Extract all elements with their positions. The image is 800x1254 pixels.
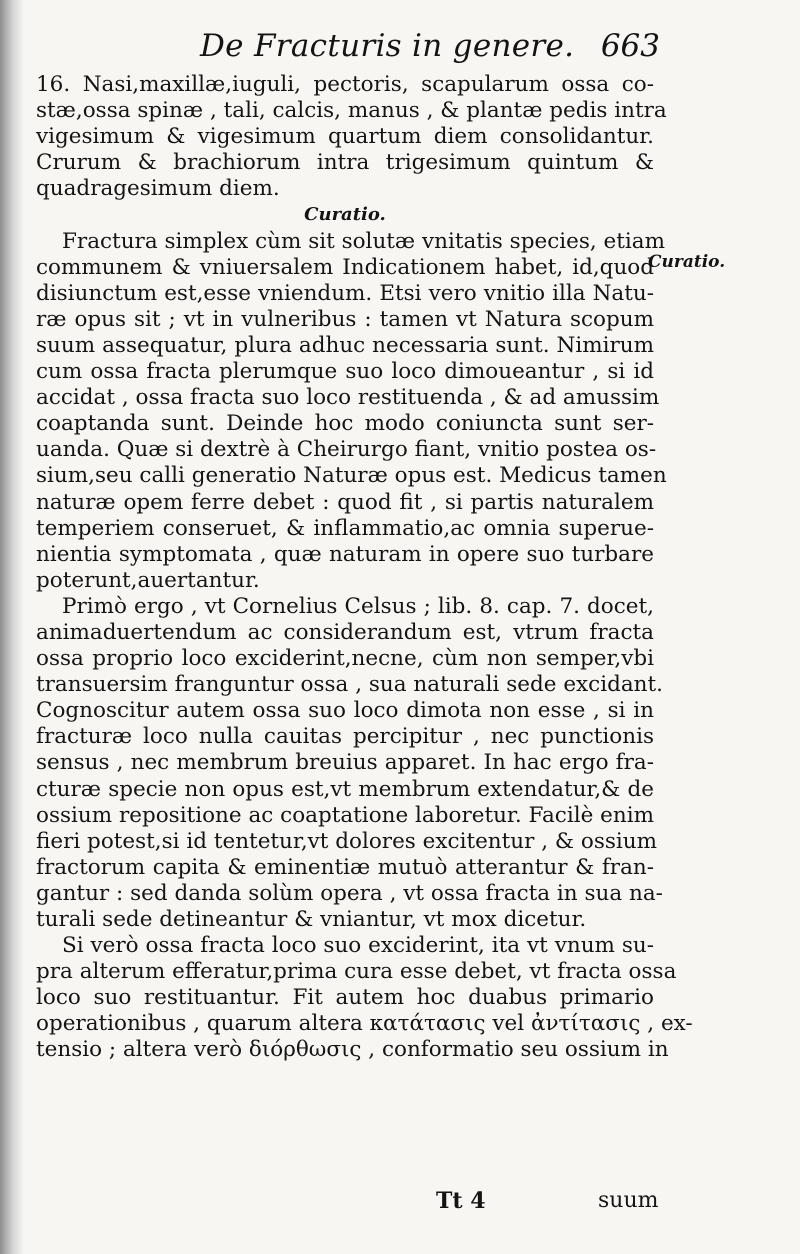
text-line: poterunt,auertantur. (36, 567, 260, 593)
page-header (200, 28, 660, 68)
text-line: turali sede detineantur & vniantur, vt mox dicetur. (36, 907, 587, 932)
page-number: 663 (600, 28, 660, 64)
section-subheading: Curatio. (304, 204, 386, 226)
text-line: ossa proprio loco exciderint,necne, cùm non semper,vbi (36, 646, 654, 672)
text-line: uanda. Quæ si dextrè à Cheirurgo fiant, vnitio postea os- (36, 437, 657, 463)
text-line: cum ossa fracta plerumque suo loco dimoueantur , si id (36, 359, 654, 385)
running-head: De Fracturis in genere. (200, 28, 575, 64)
text-line: disiunctum est,esse vniendum. Etsi vero vnitio illa Natu- (36, 280, 654, 306)
text-line: Crurum & brachiorum intra trigesimum quintum & (36, 150, 654, 176)
text-line: fieri potest,si id tentetur,vt dolores excitentur , & ossium (36, 828, 658, 854)
text-line: cturæ specie non opus est,vt membrum extendatur,& de (36, 776, 654, 802)
page-gutter-shadow (0, 0, 24, 1254)
marginal-note: Curatio. (648, 252, 726, 272)
text-line: nientia symptomata , quæ naturam in opere suo turbare (36, 541, 654, 567)
text-line: stæ,ossa spinæ , tali, calcis, manus , & plantæ pedis intra (36, 98, 667, 124)
text-line: sium,seu calli generatio Naturæ opus est. Medicus tamen (36, 463, 667, 489)
text-line: temperiem conseruet, & inflammatio,ac omnia superue- (36, 515, 654, 541)
text-line: quadragesimum diem. (36, 176, 280, 202)
text-body (36, 72, 693, 1064)
text-line: loco suo restituantur. Fit autem hoc duabus primario (36, 985, 654, 1011)
text-line: coaptanda sunt. Deinde hoc modo coniuncta sunt ser- (36, 411, 654, 437)
text-line: naturæ opem ferre debet : quod fit , si partis naturalem (36, 489, 654, 515)
text-line: sensus , nec membrum breuius apparet. In hac ergo fra- (36, 750, 654, 776)
text-line: vigesimum & vigesimum quartum diem consolidantur. (36, 124, 654, 150)
text-line: gantur : sed danda solùm opera , vt ossa fracta in sua na- (36, 880, 663, 906)
text-line: fracturæ loco nulla cauitas percipitur , nec punctionis (36, 724, 654, 750)
page-footer (0, 1188, 800, 1228)
text-line: Cognoscitur autem ossa suo loco dimota non esse , si in (36, 698, 654, 724)
text-line: fractorum capita & eminentiæ mutuò atterantur & fran- (36, 854, 654, 880)
text-line: pra alterum efferatur,prima cura esse debet, vt fracta ossa (36, 959, 677, 985)
text-line: Primò ergo , vt Cornelius Celsus ; lib. 8. cap. 7. docet, (62, 593, 654, 619)
text-line: transuersim franguntur ossa , sua naturali sede excidant. (36, 672, 663, 698)
text-line: 16. Nasi,maxillæ,iuguli, pectoris, scapularum ossa co- (36, 72, 654, 97)
text-line: operationibus , quarum altera κατάτασις vel ἀντίτασις , ex- (36, 1011, 693, 1037)
text-line: Fractura simplex cùm sit solutæ vnitatis species, etiam (62, 228, 665, 254)
catchword: suum (598, 1188, 659, 1213)
text-line: accidat , ossa fracta suo loco restituenda , & ad amussim (36, 385, 660, 411)
text-line: animaduertendum ac considerandum est, vtrum fracta (36, 619, 654, 645)
text-line: tensio ; altera verò διόρθωσις , conformatio seu ossium in (36, 1037, 669, 1063)
signature-mark: Tt 4 (436, 1188, 486, 1214)
text-line: communem & vniuersalem Indicationem habet, id,quod (36, 254, 654, 280)
text-line: Si verò ossa fracta loco suo exciderint, ita vt vnum su- (62, 933, 654, 959)
text-line: suum assequatur, plura adhuc necessaria sunt. Nimirum (36, 332, 654, 358)
text-line: ossium repositione ac coaptatione laboretur. Facilè enim (36, 802, 654, 828)
text-line: ræ opus sit ; vt in vulneribus : tamen vt Natura scopum (36, 306, 654, 332)
